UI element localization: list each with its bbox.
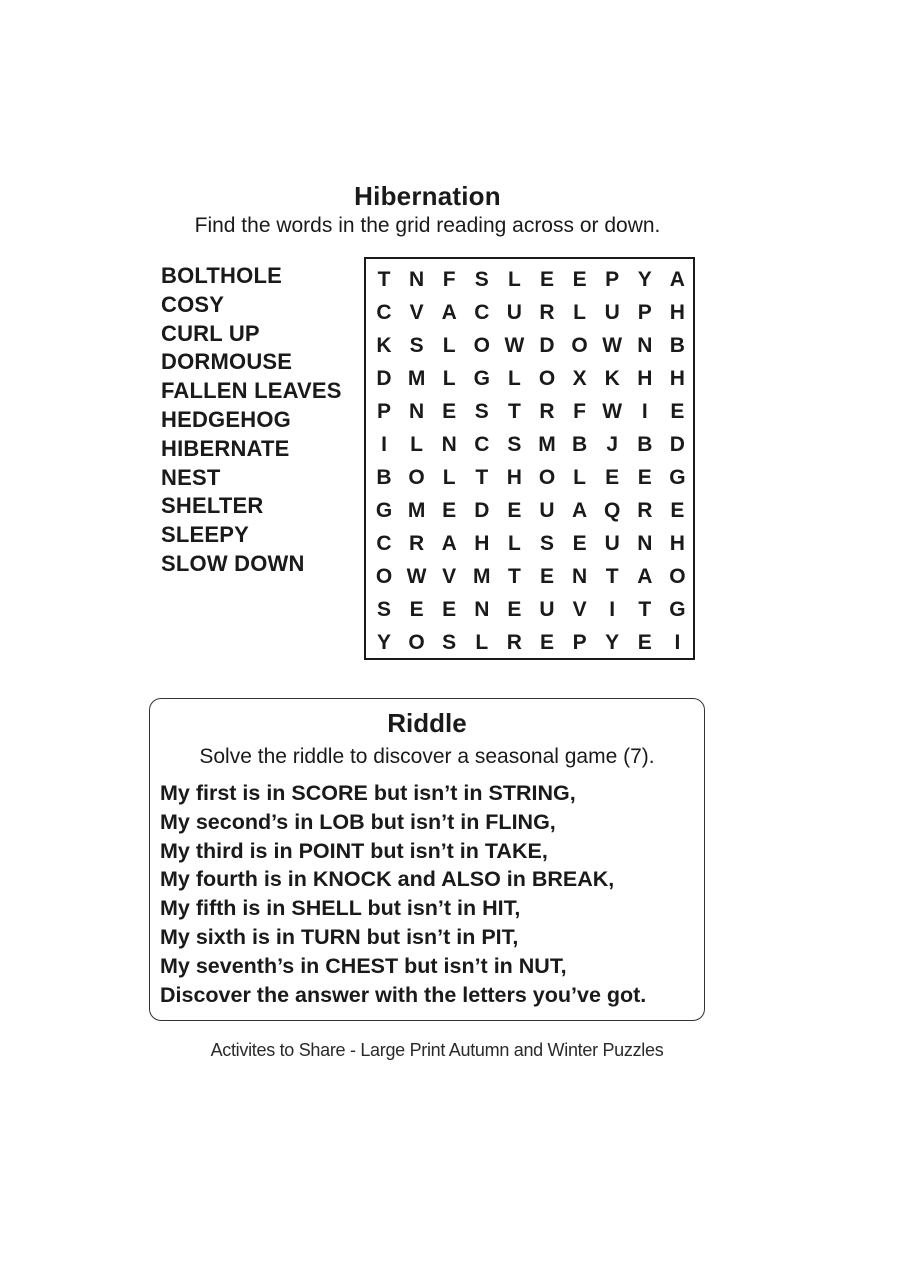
grid-cell: S [507, 433, 522, 456]
grid-cell: Y [376, 631, 391, 654]
word-list-item: HIBERNATE [161, 435, 290, 461]
grid-cell: U [539, 598, 555, 621]
grid-cell: B [572, 433, 588, 456]
grid-cell: R [539, 301, 555, 324]
grid-cell: V [409, 301, 424, 324]
grid-cell: G [473, 367, 490, 390]
grid-cell: O [538, 466, 556, 489]
grid-cell: M [407, 367, 426, 390]
grid-cell: K [604, 367, 620, 390]
grid-cell: L [442, 367, 456, 390]
grid-cell: E [442, 499, 457, 522]
grid-cell: G [375, 499, 393, 522]
grid-cell: D [539, 334, 555, 357]
grid-cell: E [605, 466, 620, 489]
grid-row [366, 296, 693, 329]
riddle-line: My first is in SCORE but isn’t in STRING, [160, 781, 576, 805]
grid-cell: L [475, 631, 489, 654]
grid-cell: H [669, 367, 685, 390]
grid-cell: L [507, 268, 521, 291]
grid-row [366, 626, 693, 659]
grid-cell: R [409, 532, 425, 555]
grid-cell: F [573, 400, 586, 423]
grid-cell: D [474, 499, 490, 522]
word-list-item: SLOW DOWN [161, 550, 305, 576]
grid-cell: X [572, 367, 587, 390]
grid-cell: E [637, 631, 652, 654]
grid-cell: J [606, 433, 619, 456]
riddle-title: Riddle [387, 708, 467, 738]
grid-cell: A [441, 532, 457, 555]
grid-cell: C [474, 433, 490, 456]
grid-cell: B [637, 433, 653, 456]
grid-cell: S [442, 631, 457, 654]
grid-cell: S [376, 598, 391, 621]
puzzle-instructions: Find the words in the grid reading across or down. [194, 214, 661, 237]
grid-cell: B [669, 334, 685, 357]
grid-cell: G [669, 598, 686, 621]
grid-cell: L [442, 466, 456, 489]
grid-cell: G [669, 466, 686, 489]
grid-cell: L [410, 433, 423, 456]
word-list-item: CURL UP [161, 320, 260, 346]
grid-cell: W [602, 334, 623, 357]
word-list-item: SHELTER [161, 493, 264, 519]
grid-cell: A [669, 268, 685, 291]
grid-cell: E [539, 631, 554, 654]
grid-cell: N [409, 268, 425, 291]
grid-cell: O [375, 565, 393, 588]
grid-cell: D [376, 367, 392, 390]
grid-cell: S [539, 532, 554, 555]
grid-cell: S [474, 268, 489, 291]
grid-cell: E [442, 400, 457, 423]
riddle-line: My fourth is in KNOCK and ALSO in BREAK, [160, 867, 615, 892]
grid-cell: D [669, 433, 685, 456]
grid-row [366, 263, 693, 296]
grid-cell: L [573, 301, 586, 324]
grid-cell: E [572, 532, 587, 555]
word-list-item: DORMOUSE [161, 349, 293, 375]
grid-cell: T [605, 565, 619, 588]
word-list-item: SLEEPY [161, 522, 250, 548]
grid-cell: O [669, 565, 686, 588]
grid-cell: W [602, 400, 623, 423]
grid-cell: E [409, 598, 424, 621]
grid-cell: O [408, 631, 425, 654]
grid-cell: S [409, 334, 424, 357]
word-list-item: COSY [161, 291, 225, 317]
grid-cell: C [474, 301, 490, 324]
grid-row [366, 362, 693, 395]
grid-cell: I [641, 400, 648, 423]
grid-row [366, 329, 693, 362]
grid-row [366, 428, 693, 461]
grid-cell: T [507, 565, 521, 588]
word-list-item: HEDGEHOG [161, 406, 291, 432]
grid-cell: E [539, 268, 554, 291]
grid-cell: L [507, 532, 521, 555]
grid-cell: N [637, 334, 653, 357]
grid-cell: V [572, 598, 587, 621]
word-list-item: NEST [161, 464, 221, 490]
grid-cell: A [637, 565, 653, 588]
riddle-line: My second’s in LOB but isn’t in FLING, [160, 809, 556, 834]
grid-cell: W [504, 334, 525, 357]
grid-row [366, 527, 693, 560]
word-list-item: BOLTHOLE [161, 263, 282, 288]
grid-cell: N [572, 565, 588, 588]
puzzle-title: Hibernation [354, 181, 501, 211]
grid-cell: N [441, 433, 457, 456]
grid-cell: H [669, 301, 685, 324]
grid-cell: T [507, 400, 521, 423]
grid-cell: H [669, 532, 685, 555]
grid-cell: L [507, 367, 521, 390]
grid-cell: A [572, 499, 588, 522]
word-list-item: FALLEN LEAVES [161, 378, 342, 404]
grid-cell: I [609, 598, 616, 621]
grid-cell: N [637, 532, 653, 555]
riddle-line: My fifth is in SHELL but isn’t in HIT, [160, 896, 521, 921]
grid-cell: M [407, 499, 426, 522]
grid-cell: K [376, 334, 392, 357]
grid-cell: I [381, 433, 387, 456]
grid-cell: E [442, 598, 457, 621]
grid-cell: R [539, 400, 555, 423]
riddle-line: My third is in POINT but isn’t in TAKE, [160, 838, 548, 863]
grid-cell: F [442, 268, 456, 291]
grid-cell: O [538, 367, 556, 390]
grid-cell: U [506, 301, 522, 324]
grid-cell: W [406, 565, 427, 588]
grid-row [366, 494, 693, 527]
grid-cell: B [376, 466, 392, 489]
riddle-box [149, 698, 705, 1021]
grid-cell: O [571, 334, 588, 357]
riddle-line: My seventh’s in CHEST but isn’t in NUT, [160, 953, 567, 978]
grid-cell: T [475, 466, 489, 489]
grid-cell: A [441, 301, 457, 324]
grid-cell: E [572, 268, 587, 291]
grid-cell: P [376, 400, 391, 423]
grid-cell: P [605, 268, 620, 291]
grid-row [366, 593, 693, 626]
grid-cell: L [442, 334, 456, 357]
grid-cell: C [376, 301, 392, 324]
grid-cell: T [638, 598, 652, 621]
grid-cell: N [409, 400, 425, 423]
grid-cell: E [670, 400, 685, 423]
grid-cell: R [637, 499, 653, 522]
grid-cell: V [442, 565, 457, 588]
grid-cell: Y [637, 268, 652, 291]
grid-cell: P [572, 631, 587, 654]
grid-cell: E [507, 598, 522, 621]
grid-cell: Q [604, 499, 621, 522]
riddle-intro: Solve the riddle to discover a seasonal game (7). [199, 745, 655, 768]
grid-cell: M [473, 565, 491, 588]
grid-row [366, 461, 693, 494]
grid-cell: R [506, 631, 522, 654]
grid-cell: E [637, 466, 652, 489]
grid-row [366, 395, 693, 428]
grid-cell: N [474, 598, 490, 621]
grid-cell: U [539, 499, 555, 522]
page-footer: Activites to Share - Large Print Autumn and Winter Puzzles [210, 1040, 664, 1060]
grid-cell: H [637, 367, 653, 390]
riddle-lines [160, 779, 646, 1009]
grid-cell: O [473, 334, 490, 357]
grid-cell: E [670, 499, 685, 522]
word-list [161, 262, 342, 579]
grid-cell: I [674, 631, 681, 654]
grid-cell: U [604, 532, 620, 555]
grid-cell: E [507, 499, 522, 522]
grid-cell: Y [605, 631, 620, 654]
grid-cell: P [637, 301, 652, 324]
grid-row [366, 560, 693, 593]
letter-grid [364, 257, 695, 660]
riddle-line: My sixth is in TURN but isn’t in PIT, [160, 924, 519, 949]
riddle-line: Discover the answer with the letters you’ve got. [160, 982, 647, 1007]
grid-cell: C [376, 532, 392, 555]
grid-cell: M [538, 433, 556, 456]
grid-cell: E [539, 565, 554, 588]
grid-cell: S [474, 400, 489, 423]
grid-cell: L [573, 466, 586, 489]
grid-cell: U [604, 301, 620, 324]
grid-cell: H [506, 466, 522, 489]
grid-cell: H [474, 532, 490, 555]
grid-cell: T [377, 268, 391, 291]
grid-cell: O [408, 466, 425, 489]
